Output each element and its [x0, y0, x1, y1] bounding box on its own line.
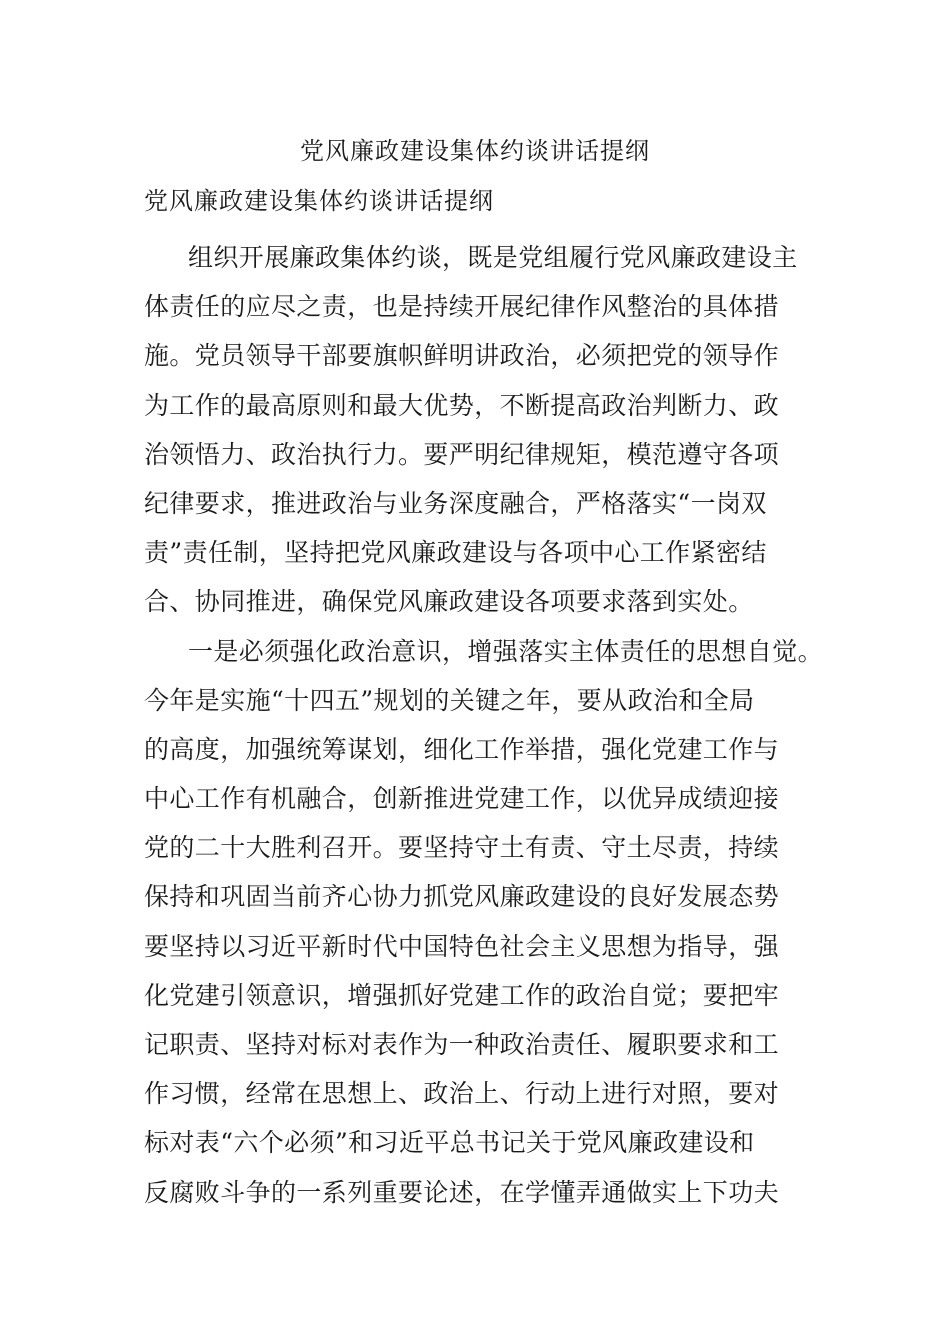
- text-line: 组织开展廉政集体约谈，既是党组履行党风廉政建设主: [188, 243, 798, 272]
- text-line: 党的二十大胜利召开。要坚持守土有责、守土尽责，持续: [144, 833, 780, 863]
- text-line: 施。党员领导干部要旗帜鲜明讲政治，必须把党的领导作: [144, 341, 780, 371]
- text-line: 责”责任制，坚持把党风廉政建设与各项中心工作紧密结: [144, 538, 767, 568]
- text-line: 的高度，加强统筹谋划，细化工作举措，强化党建工作与: [144, 734, 780, 764]
- text-line: 作习惯，经常在思想上、政治上、行动上进行对照，要对: [144, 1079, 780, 1109]
- text-line: 今年是实施“十四五”规划的关键之年，要从政治和全局: [144, 685, 755, 715]
- text-line: 要坚持以习近平新时代中国特色社会主义思想为指导，强: [144, 931, 780, 961]
- text-line: 化党建引领意识，增强抓好党建工作的政治自觉；要把牢: [144, 980, 780, 1010]
- text-line: 记职责、坚持对标对表作为一种政治责任、履职要求和工: [144, 1030, 780, 1059]
- text-line: 体责任的应尽之责，也是持续开展纪律作风整治的具体措: [144, 292, 780, 322]
- text-line: 保持和巩固当前齐心协力抓党风廉政建设的良好发展态势: [144, 882, 780, 912]
- text-line: 标对表“六个必须”和习近平总书记关于党风廉政建设和: [144, 1128, 755, 1158]
- text-line: 合、协同推进，确保党风廉政建设各项要求落到实处。: [144, 587, 754, 617]
- document-body: [144, 233, 834, 1217]
- text-line: 反腐败斗争的一系列重要论述，在学懂弄通做实上下功夫: [144, 1177, 780, 1207]
- text-line: 中心工作有机融合，创新推进党建工作，以优异成绩迎接: [144, 784, 780, 814]
- document-subtitle: 党风廉政建设集体约谈讲话提纲: [144, 187, 494, 215]
- text-line: 一是必须强化政治意识，增强落实主体责任的思想自觉。: [188, 636, 824, 666]
- text-line: 纪律要求，推进政治与业务深度融合，严格落实“一岗双: [144, 488, 767, 518]
- text-line: 治领悟力、政治执行力。要严明纪律规矩，模范遵守各项: [144, 439, 780, 469]
- text-line: 为工作的最高原则和最大优势，不断提高政治判断力、政: [144, 390, 780, 420]
- page-title: 党风廉政建设集体约谈讲话提纲: [300, 137, 650, 165]
